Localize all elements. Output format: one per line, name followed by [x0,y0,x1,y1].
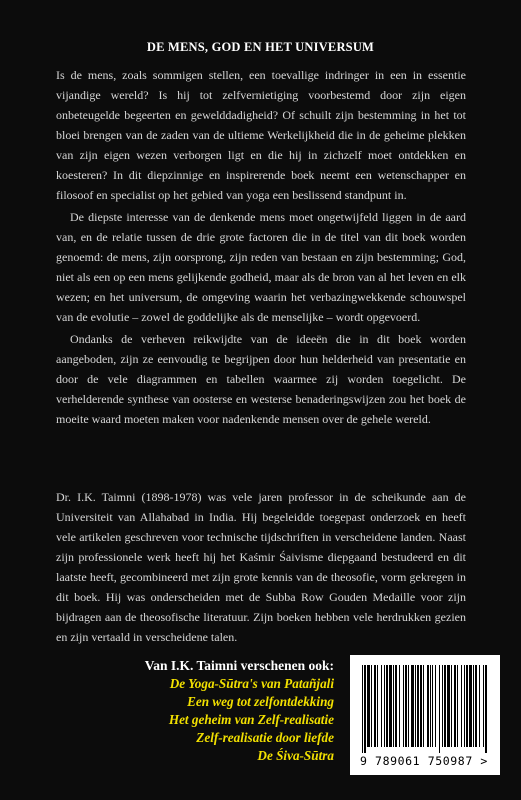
barcode-bar [371,665,372,747]
barcode-bar [403,665,404,747]
barcode-bar [386,665,388,747]
barcode-bar [483,665,484,747]
barcode-bar [395,665,397,747]
barcode-bar [479,665,480,747]
isbn-barcode [350,655,500,775]
barcode-bar [399,665,400,747]
barcode-bar [364,665,366,753]
book-item: Het geheim van Zelf-realisatie [168,712,334,727]
blurb [56,65,466,431]
barcode-bar [420,665,422,747]
barcode-bar [475,665,477,747]
barcode-bar [430,665,431,747]
barcode-bar [461,665,462,747]
barcode-bar [374,665,376,747]
barcode-bar [427,665,429,747]
blurb-paragraph: De diepste interesse van de denkende mens moet ongetwijfeld liggen in de aard van, en de relatie tussen de drie grote factoren die in de titel van dit boek worden genoemd: de mens, zijn oorsprong, zijn reden van bestaan en zijn bestemming; God, niet als een op een mens gelijkende godheid, maar als de bron van al het leven en elk wezen; en het universum, de omgeving waarin het verbazingwekkende schouwspel van de evolutie – zowel de goddelijke als de menselijke – wordt opgevoerd. [56,210,466,324]
barcode-bar [393,665,394,747]
book-item: De Śiva-Sūtra [257,748,334,763]
barcode-bar [362,665,363,753]
barcode-bar [405,665,407,747]
blurb-paragraph: Ondanks de verheven reikwijdte van de ideeën die in dit boek worden aangeboden, zijn ze eenvoudig te begrijpen door hun helderheid van presentatie en door de vele diagrammen en tabellen waarmee zij worden toegelicht. De verhelderende synthese van oosterse en westerse benaderingswijzen zou het boek de moeite waard moeten maken voor nadenkende mensen over de gehele wereld. [56,332,466,426]
book-item: Een weg tot zelfontdekking [187,694,334,709]
barcode-bar [423,665,424,747]
barcode-bar [411,665,414,747]
book-item: De Yoga-Sūtra's van Patañjali [169,676,334,691]
book-title: DE MENS, GOD EN HET UNIVERSUM [146,40,375,54]
barcode-bar [451,665,452,747]
other-books [84,657,334,765]
barcode-bar [466,665,468,747]
barcode-bar [464,665,465,747]
barcode-bar [384,665,385,747]
barcode-bar [415,665,416,747]
barcode-bar [457,665,458,747]
barcode-bar [435,665,436,747]
barcode-bar [454,665,456,747]
barcode-bar [381,665,382,747]
barcode-bar [444,665,446,747]
book-item: Zelf-realisatie door liefde [196,730,334,745]
barcode-bar [442,665,443,747]
author-bio [56,487,466,649]
author-bio-paragraph: Dr. I.K. Taimni (1898-1978) was vele jaren professor in de scheikunde aan de Universiteit van Allahabad in India. Hij begeleidde toegepast onderzoek en heeft vele artikelen geschreven voor technische tijdschriften in verscheidene landen. Naast zijn professionele werk heeft hij het Kaśmir Śaivisme diepgaand bestudeerd en dit laatste heeft, gecombineerd met zijn grote kennis van de theosofie, vorm gekregen in dit boek. Hij was onderscheiden met de Subba Row Gouden Medaille voor zijn bijdragen aan de theosofische literatuur. Zijn boeken hebben vele herdrukken gezien en zijn vertaald in verscheidene talen. [56,490,466,644]
barcode-bar [367,665,370,747]
barcode-bar [408,665,409,747]
barcode-bar [485,665,487,753]
isbn-number: 9 789061 750987 > [360,754,488,768]
barcode-bar [432,665,433,747]
barcode-bar [473,665,474,747]
barcode-bar [469,665,472,747]
blurb-paragraph: Is de mens, zoals sommigen stellen, een toevallige indringer in een in essentie vijandige wereld? Is hij tot zelfvernietiging voorbestemd door zijn eigen onbeteugelde begeerten en gewelddadigheid? Of schuilt zijn bestemming in het tot bloei brengen van de zaden van de ultieme Werkelijkheid die in de geheime plekken van zijn eigen wezen verborgen ligt en die hij in zichzelf moet ontdekken en koesteren? In dit diepzinnige en inspirerende boek neemt een wetenschapper en filosoof en specialist op het gebied van yoga een beslissend standpunt in. [56,68,466,202]
barcode-bar [417,665,419,747]
barcode-bars [360,665,492,753]
barcode-bar [377,665,378,747]
other-books-heading: Van I.K. Taimni verschenen ook: [144,658,334,673]
barcode-bar [439,665,440,753]
barcode-bar [447,665,450,747]
barcode-bar [389,665,392,747]
